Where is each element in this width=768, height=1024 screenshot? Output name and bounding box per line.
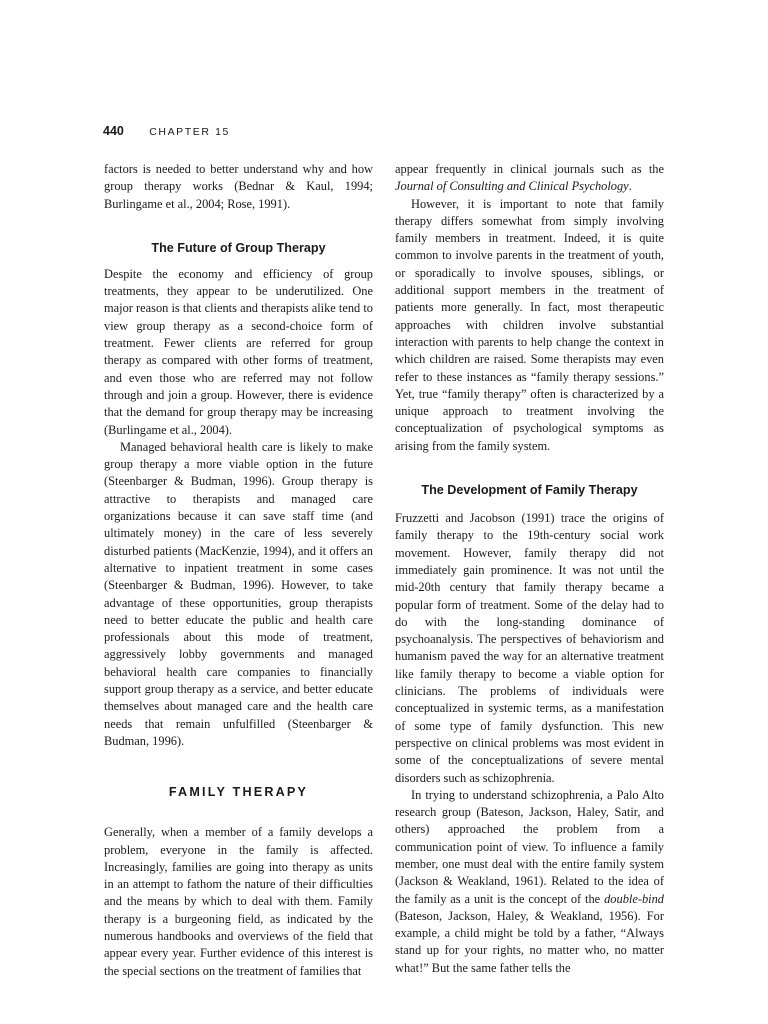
chapter-label: CHAPTER 15 [149,126,230,138]
right-column [395,161,664,977]
paragraph-future-2: Managed behavioral health care is likely to make group therapy a more viable option in the future (Steenbarger & Budman, 1996). Group therapy is attractive to therapists and managed care organizations because it can save staff time (and ultimately money) in the care of less severely disturbed patients (MacKenzie, 1994), and it offers an alternative to inpatient treatment in some cases (Steenbarger & Budman, 1996). However, to take advantage of these opportunities, group therapists need to better educate the public and health care professionals about this mode of treatment, aggressively lobby governments and managed behavioral health care companies to financially support group therapy as a service, and better educate themselves about managed care and the health care needs that remain unfulfilled (Steenbarger & Budman, 1996). [104,439,373,748]
paragraph-family-1: Generally, when a member of a family develops a problem, everyone in the family is affected. Increasingly, families are going into therapy as units in an attempt to fathom the nature of their difficulties and the means by which to deal with them. Family therapy is a burgeoning field, as indicated by the numerous handbooks and overviews of the field that appear every year. Further evidence of this interest is the special sections on the treatment of families that [104,825,373,978]
carryover-text: appear frequently in clinical journals such as the [395,162,664,176]
carryover-end: . [628,179,632,194]
running-head [103,124,230,138]
paragraph-future-1: Despite the economy and efficiency of group treatments, they appear to be underutilized. One major reason is that clients and therapists alike tend to view group therapy as a second-choice form of treatment. Fewer clients are referred for group therapy as compared with other forms of treatment, and even those who are referred may not follow through and join a group. However, there is evidence that the demand for group therapy may be increasing (Burlingame et al., 2004). [104,266,373,437]
subhead-development-of-family-therapy: The Development of Family Therapy [421,483,638,498]
subhead-future-of-group-therapy: The Future of Group Therapy [151,240,326,255]
development-text-b: (Bateson, Jackson, Haley, & Weakland, 1956). For example, a child might be told by a father, “Always stand up for your rights, no matter who, no matter what!” But the same father tells the [395,908,664,975]
paragraph-development-2 [395,787,664,977]
paragraph-family-2: However, it is important to note that family therapy differs somewhat from simply involving family members in treatment. Indeed, it is quite common to involve parents in the treatment of youth, or sporadically to involve spouses, siblings, or additional support members in the treatment of patients more generally. In fact, most therapeutic approaches with children involve substantial interaction with parents to help change the context in which children are raised. Some therapists may even refer to these instances as “family therapy sessions.” Yet, true “family therapy” often is characterized by a unique approach to treatment involving the conceptualization of psychological symptoms as arising from the family system. [395,196,664,453]
paragraph-carryover: factors is needed to better understand why and how group therapy works (Bednar & Kaul, 1994; Burlingame et al., 2004; Rose, 1991). [104,162,373,211]
double-bind-term: double-bind [604,891,664,906]
development-text-a: In trying to understand schizophrenia, a Palo Alto research group (Bateson, Jackson, Haley, Satir, and others) approached the problem from a communication point of view. To influence a family member, one must deal with the entire family system (Jackson & Weakland, 1961). Related to the idea of the family as a unit is the concept of the [395,787,664,906]
paragraph-carryover-right [395,161,664,196]
paragraph-development-1: Fruzzetti and Jacobson (1991) trace the origins of family therapy to the 19th-century social work movement. However, family therapy did not immediately gain prominence. It was not until the mid-20th century that family therapy became a popular form of treatment. Some of the delay had to do with the long-standing dominance of psychoanalysis. The perspectives of behaviorism and humanism paved the way for an alternative treatment like family therapy to become a viable option for clinicians. The problems of individuals were conceptualized in systemic terms, as a manifestation of some type of family dysfunction. This new perspective on clinical problems was most evident in some of the conceptualizations of severe mental disorders such as schizophrenia. [395,511,664,785]
left-column [104,161,373,980]
journal-title: Journal of Consulting and Clinical Psychology [395,179,629,194]
section-heading-family-therapy: FAMILY THERAPY [168,785,309,800]
page-number: 440 [103,124,124,138]
